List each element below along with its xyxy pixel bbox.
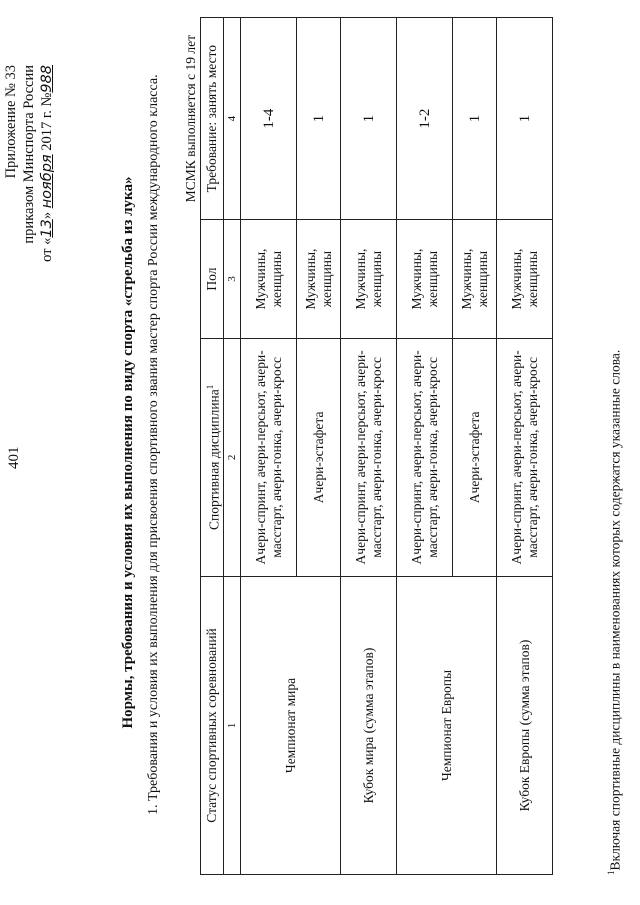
norms-table	[200, 17, 553, 875]
header-discipline: Спортивная дисциплина$^1$	[201, 338, 224, 576]
order-month: ноября	[39, 154, 55, 209]
table-row	[341, 18, 397, 875]
status-cell: Чемпионат Европы	[397, 576, 497, 874]
sex-cell: Мужчины, женщины	[397, 220, 453, 338]
discipline-cell: Ачери-эстафета	[453, 338, 497, 576]
footnote-mark: 1	[606, 870, 616, 875]
table-row	[397, 18, 453, 875]
order-day: 13	[39, 219, 55, 238]
table-row	[497, 18, 553, 875]
header-row	[201, 18, 224, 875]
discipline-cell: Ачери-спринт, ачери-персьют, ачери-масстарт, ачери-гонка, ачери-кросс	[397, 338, 453, 576]
column-numbers-row: 1 2 3 4	[224, 18, 241, 875]
header-status: Статус спортивных соревнований	[201, 576, 224, 874]
place-cell: 1	[341, 18, 397, 220]
status-cell: Кубок Европы (сумма этапов)	[497, 576, 553, 874]
order-date: от «13» ноября 2017 г. №988	[39, 65, 55, 262]
status-cell: Кубок мира (сумма этапов)	[341, 576, 397, 874]
header-sex: Пол	[201, 220, 224, 338]
intro-paragraph: 1. Требования и условия их выполнения для присвоения спортивного звания мастер спорта России международного класса.	[146, 74, 161, 815]
discipline-cell: Ачери-спринт, ачери-персьют, ачери-масстарт, ачери-гонка, ачери-кросс	[241, 338, 297, 576]
place-cell: 1	[297, 18, 341, 220]
discipline-cell: Ачери-спринт, ачери-персьют, ачери-масстарт, ачери-гонка, ачери-кросс	[341, 338, 397, 576]
sex-cell: Мужчины, женщины	[453, 220, 497, 338]
footnote	[606, 350, 624, 875]
sex-cell: Мужчины, женщины	[497, 220, 553, 338]
footnote-text: Включая спортивные дисциплины в наименованиях которых содержатся указанные слова.	[607, 349, 623, 871]
status-cell: Чемпионат мира	[241, 576, 341, 874]
place-cell: 1-2	[397, 18, 453, 220]
discipline-cell: Ачери-эстафета	[297, 338, 341, 576]
document-title: Нормы, требования и условия их выполнения по виду спорта «стрельба из лука»	[120, 176, 136, 729]
appendix-block	[2, 65, 56, 305]
sex-cell: Мужчины, женщины	[241, 220, 297, 338]
discipline-cell: Ачери-спринт, ачери-персьют, ачери-масстарт, ачери-гонка, ачери-кросс	[497, 338, 553, 576]
order-number: 988	[39, 65, 55, 93]
header-place: Требование: занять место	[201, 18, 224, 220]
place-cell: 1-4	[241, 18, 297, 220]
table-row	[241, 18, 297, 875]
appendix-label: Приложение № 33	[3, 65, 19, 179]
place-cell: 1	[453, 18, 497, 220]
place-cell: 1	[497, 18, 553, 220]
sex-cell: Мужчины, женщины	[341, 220, 397, 338]
page-number: 401	[6, 446, 22, 469]
msmk-note: МСМК выполняется с 19 лет	[183, 35, 198, 203]
sex-cell: Мужчины, женщины	[297, 220, 341, 338]
order-label: приказом Минспорта России	[21, 65, 37, 244]
